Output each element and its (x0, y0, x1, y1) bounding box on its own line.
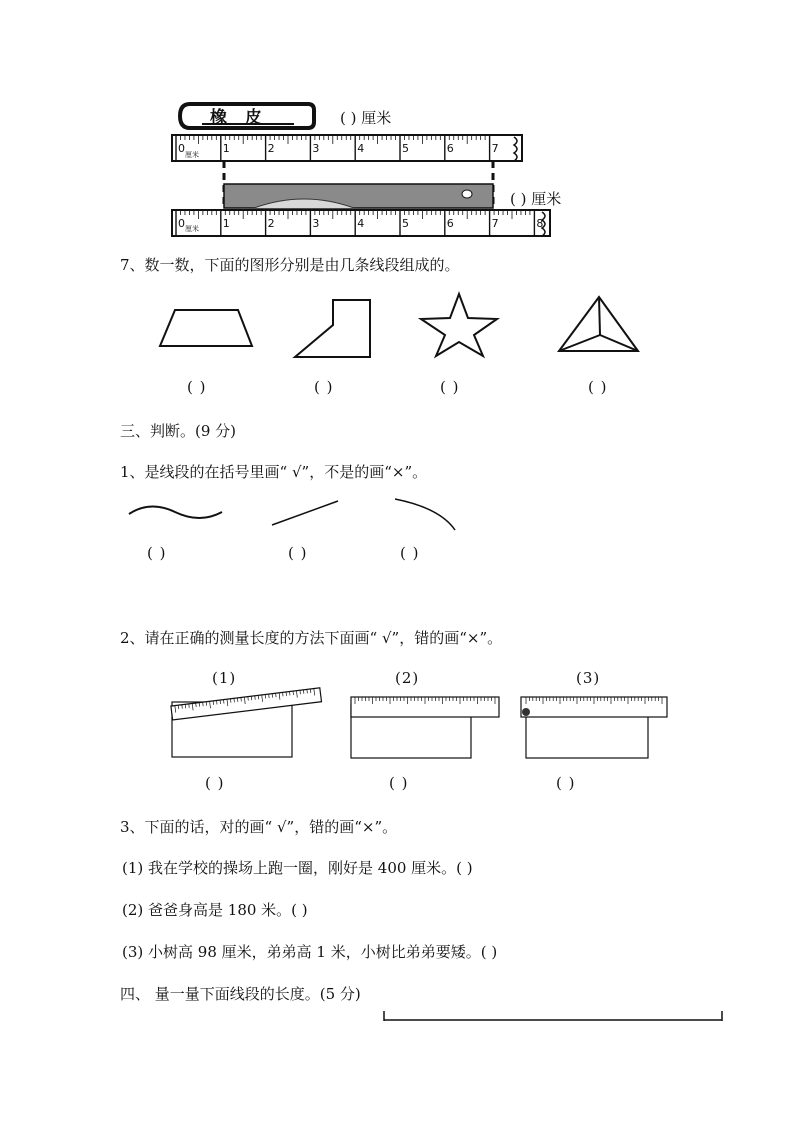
s3-q2-answer-2[interactable]: ( ) (389, 774, 409, 792)
ruler-tick-label: 0 (178, 142, 185, 155)
ruler-tick-label: 7 (491, 217, 499, 230)
s3-q1-answer-3[interactable]: ( ) (400, 544, 420, 562)
ruler-tick-label: 4 (357, 142, 365, 155)
s3-q1-text: 1、是线段的在括号里画“ √”，不是的画“×”。 (120, 463, 428, 481)
ruler-tick-label: 5 (402, 217, 409, 230)
top-ruler-unit: 厘米 (185, 151, 199, 159)
ruler-tick-label: 7 (491, 142, 499, 155)
s3-q2-label-2: (2) (395, 669, 420, 687)
s3-q2-answer-1[interactable]: ( ) (205, 774, 225, 792)
q7-answer-4[interactable]: ( ) (588, 378, 608, 396)
eraser-label: 橡 皮 (210, 108, 268, 128)
bottom-ruler-unit: 厘米 (185, 225, 199, 233)
q7-text: 7、数一数，下面的图形分别是由几条线段组成的。 (120, 256, 460, 274)
ruler-tick-label: 8 (536, 217, 544, 230)
ruler-tick-label: 2 (267, 217, 275, 230)
s3-q2-label-3: (3) (576, 669, 601, 687)
s3-q1-answer-1[interactable]: ( ) (147, 544, 167, 562)
ruler-tick-label: 0 (178, 217, 185, 230)
s3-q3-item-3[interactable]: (3) 小树高 98 厘米，弟弟高 1 米，小树比弟弟要矮。( ) (122, 943, 498, 961)
q7-answer-1[interactable]: ( ) (187, 378, 207, 396)
s3-q2-label-1: (1) (212, 669, 237, 687)
s3-q3-item-2[interactable]: (2) 爸爸身高是 180 米。( ) (122, 901, 308, 919)
ruler-tick-label: 3 (312, 142, 320, 155)
eraser-answer: ( ) 厘米 (340, 109, 392, 127)
s3-q3-text: 3、下面的话，对的画“ √”，错的画“×”。 (120, 818, 398, 836)
q7-answer-2[interactable]: ( ) (314, 378, 334, 396)
ruler-tick-label: 4 (357, 217, 365, 230)
ruler-tick-label: 2 (267, 142, 275, 155)
ruler-tick-label: 1 (222, 142, 230, 155)
ruler-tick-label: 1 (222, 217, 230, 230)
s3-q2-text: 2、请在正确的测量长度的方法下面画“ √”，错的画“×”。 (120, 629, 503, 647)
section4-heading: 四、 量一量下面线段的长度。(5 分) (120, 985, 361, 1003)
ruler-tick-label: 6 (446, 217, 454, 230)
ruler-tick-label: 3 (312, 217, 320, 230)
ruler-tick-label: 5 (402, 142, 409, 155)
strip-answer: ( ) 厘米 (510, 190, 562, 208)
s3-q2-answer-3[interactable]: ( ) (556, 774, 576, 792)
section3-heading: 三、判断。(9 分) (120, 422, 237, 440)
s3-q3-item-1[interactable]: (1) 我在学校的操场上跑一圈，刚好是 400 厘米。( ) (122, 859, 473, 877)
ruler-tick-label: 6 (446, 142, 454, 155)
q7-answer-3[interactable]: ( ) (440, 378, 460, 396)
s3-q1-answer-2[interactable]: ( ) (288, 544, 308, 562)
